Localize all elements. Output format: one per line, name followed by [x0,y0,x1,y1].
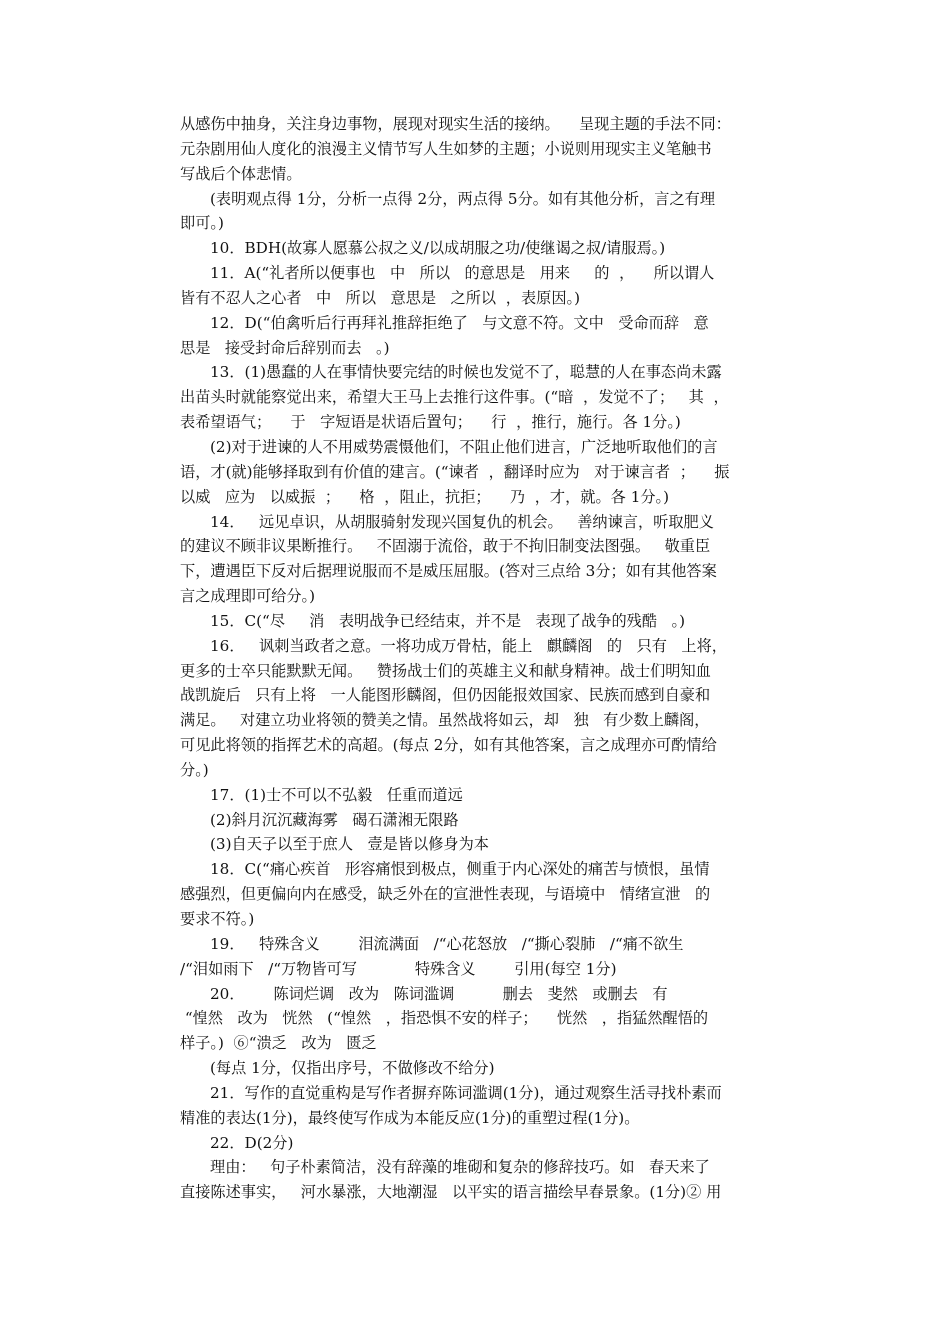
text-line: 18．C(“痛心疾首 形容痛恨到极点，侧重于内心深处的痛苦与愤恨，虽情 [210,860,710,879]
text-line: 写战后个体悲情。 [180,164,302,183]
text-line: 19． 特殊含义 泪流满面 /“心花怒放 /“撕心裂肺 /“痛不欲生 [210,934,684,953]
text-line: 分。) [180,760,209,779]
text-line: (3)自天子以至于庶人 壹是皆以修身为本 [210,835,489,854]
text-line: “惶然 改为 恍然 (“惶然 ，指恐惧不安的样子； 恍然 ，指猛然醒悟的 [180,1009,709,1028]
text-line: 战凯旋后 只有上将 一人能图形麟阁，但仍因能报效国家、民族而感到自豪和 [180,686,711,705]
text-line: 10．BDH(故寡人愿慕公叔之义/以成胡服之功/使继谒之叔/请服焉。) [210,239,666,258]
text-line: 元杂剧用仙人度化的浪漫主义情节写人生如梦的主题；小说则用现实主义笔触书 [180,139,712,158]
text-line: 22．D(2分) [210,1133,294,1152]
text-line: 样子。) ⑥“溃乏 改为 匮乏 [180,1034,377,1053]
text-line: 即可。) [180,214,224,233]
text-line: 语，才(就)能够择取到有价值的建言。(“谏者 ，翻译时应为 对于谏言者 ； 振 [180,462,730,481]
text-line: 11．A(“礼者所以便事也 中 所以 的意思是 用来 的 ， 所以谓人 [210,264,715,283]
text-line: 14． 远见卓识，从胡服骑射发现兴国复仇的机会。 善纳谏言，听取肥义 [210,512,714,531]
text-line: 皆有不忍人之心者 中 所以 意思是 之所以 ，表原因。) [180,288,581,307]
text-line: 下，遭遇臣下反对后据理说服而不是威压屈服。(答对三点给 3分；如有其他答案 [180,562,717,581]
text-line: 理由： 句子朴素简洁，没有辞藻的堆砌和复杂的修辞技巧。如 春天来了 [210,1158,710,1177]
text-line: 20． 陈词烂调 改为 陈词滥调 删去 斐然 或删去 有 [210,984,668,1003]
text-line: 要求不符。) [180,910,255,928]
text-line: 从感伤中抽身，关注身边事物，展现对现实生活的接纳。 呈现主题的手法不同： [180,115,731,133]
text-line: 17．(1)士不可以不弘毅 任重而道远 [210,785,463,804]
text-line: 21．写作的直觉重构是写作者摒弃陈词滥调(1分)，通过观察生活寻找朴素而 [210,1083,722,1102]
text-line: /“泪如雨下 /“万物皆可写 特殊含义 引用(每空 1分) [180,959,617,978]
text-line: (表明观点得 1分，分析一点得 2分，两点得 5分。如有其他分析，言之有理 [210,189,716,208]
text-line: 15．C(“尽 消 表明战争已经结束，并不是 表现了战争的残酷 。) [210,611,686,630]
text-line: 满足。 对建立功业将领的赞美之情。虽然战将如云，却 独 有少数上麟阁， [180,711,710,730]
text-line: 可见此将领的指挥艺术的高超。(每点 2分，如有其他答案，言之成理亦可酌情给 [180,736,717,755]
text-line: 表希望语气； 于 字短语是状语后置句； 行 ，推行，施行。各 1分。) [180,413,681,432]
text-line: 直接陈述事实， 河水暴涨，大地潮湿 以平实的语言描绘早春景象。(1分)② 用 [180,1183,722,1202]
text-line: 以威 应为 以威振 ； 格 ，阻止，抗拒； 乃 ，才，就。各 1分。) [180,487,670,506]
text-line: 言之成理即可给分。) [180,587,316,606]
text-line: 16． 讽刺当政者之意。一将功成万骨枯，能上 麒麟阁 的 只有 上将， [210,636,727,655]
text-line: 感强烈，但更偏向内在感受，缺乏外在的宣泄性表现，与语境中 情绪宣泄 的 [180,885,711,904]
text-line: (每点 1分，仅指出序号，不做修改不给分) [210,1059,495,1078]
text-line: 出苗头时就能察觉出来，希望大王马上去推行这件事。(“暗 ，发觉不了； 其 ， [180,388,729,407]
text-line: 更多的士卒只能默默无闻。 赞扬战士们的英雄主义和献身精神。战士们明知血 [180,661,711,680]
text-line: 13．(1)愚蠢的人在事情快要完结的时候也发觉不了，聪慧的人在事态尚未露 [210,363,722,382]
text-line: 思是 接受封命后辞别而去 。) [180,338,390,357]
answer-document [180,112,786,1205]
text-line: 12．D(“伯禽听后行再拜礼推辞拒绝了 与文意不符。文中 受命而辞 意 [210,313,709,332]
text-line: 的建议不顾非议果断推行。 不固溺于流俗，敢于不拘旧制变法图强。 敬重臣 [180,537,711,556]
text-line: 精准的表达(1分)，最终使写作成为本能反应(1分)的重塑过程(1分)。 [180,1108,640,1127]
text-line: (2)斜月沉沉藏海雾 碣石潇湘无限路 [210,810,459,829]
text-line: (2)对于进谏的人不用威势震慑他们，不阻止他们进言，广泛地听取他们的言 [210,437,718,456]
